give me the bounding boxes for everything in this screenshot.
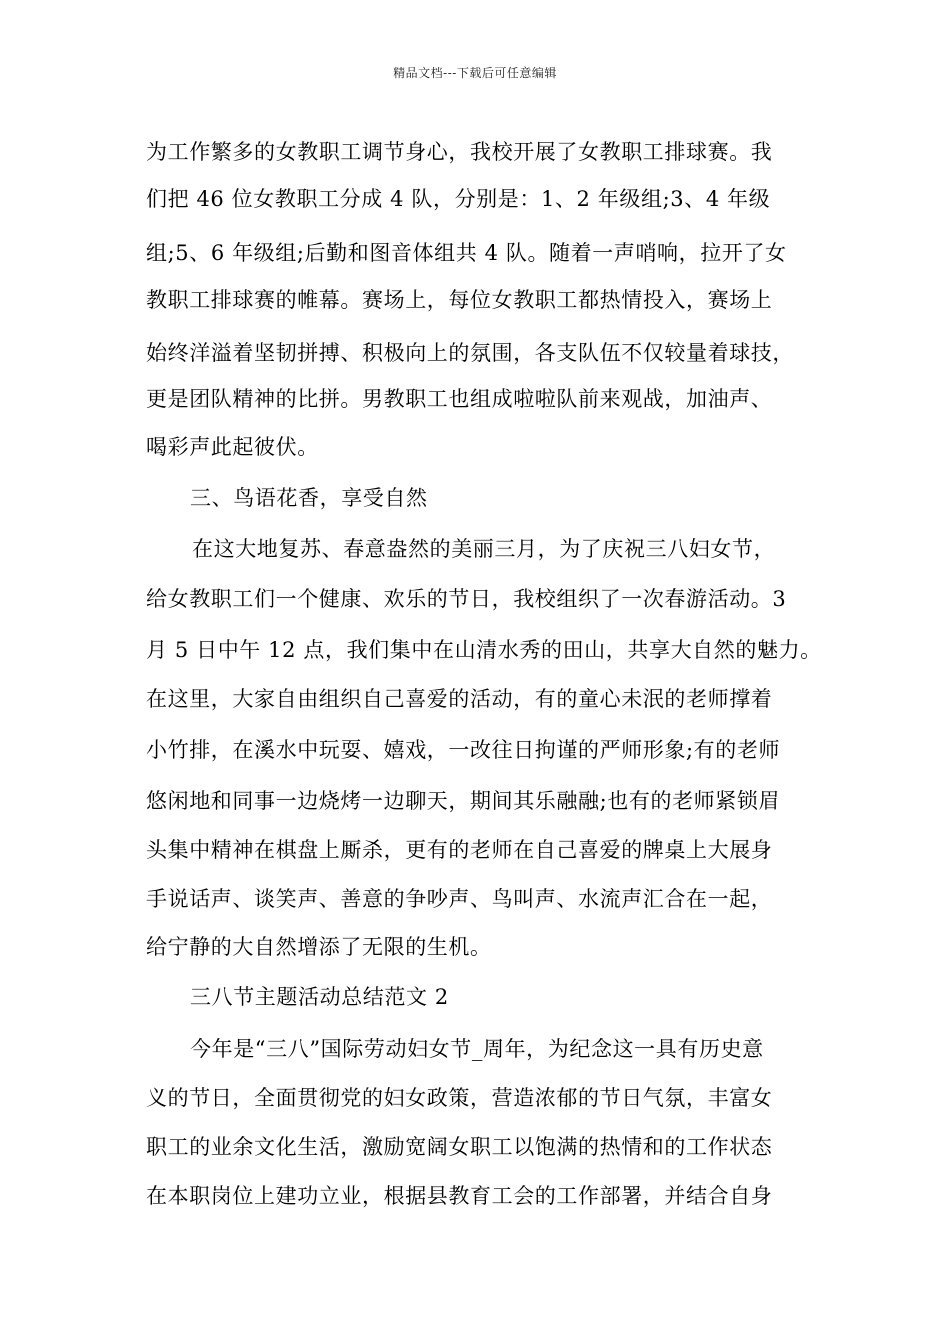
text-line: 教职工排球赛的帷幕。赛场上，每位女教职工都热情投入，赛场上 bbox=[146, 288, 773, 312]
text-line: 给宁静的大自然增添了无限的生机。 bbox=[146, 935, 492, 959]
text-line: 给女教职工们一个健康、欢乐的节日，我校组织了一次春游活动。3 bbox=[146, 587, 787, 611]
text-line: 组;5、6 年级组;后勤和图音体组共 4 队。随着一声哨响，拉开了女 bbox=[146, 241, 787, 265]
page-header: 精品文档---下载后可任意编辑 bbox=[393, 66, 557, 80]
text-line: 悠闲地和同事一边烧烤一边聊天，期间其乐融融;也有的老师紧锁眉 bbox=[146, 789, 781, 813]
text-line: 职工的业余文化生活，激励宽阔女职工以饱满的热情和的工作状态 bbox=[146, 1135, 773, 1159]
text-line: 在本职岗位上建功立业，根据县教育工会的工作部署，并结合自身 bbox=[146, 1184, 773, 1208]
text-line: 头集中精神在棋盘上厮杀，更有的老师在自己喜爱的牌桌上大展身 bbox=[146, 838, 773, 862]
text-line: 手说话声、谈笑声、善意的争吵声、鸟叫声、水流声汇合在一起， bbox=[146, 887, 773, 911]
text-line: 为工作繁多的女教职工调节身心，我校开展了女教职工排球赛。我 bbox=[146, 140, 773, 164]
text-line: 们把 46 位女教职工分成 4 队，分别是：1、2 年级组;3、4 年级 bbox=[146, 187, 771, 211]
text-line: 更是团队精神的比拼。男教职工也组成啦啦队前来观战，加油声、 bbox=[146, 387, 773, 411]
section-heading: 三、鸟语花香，享受自然 bbox=[190, 486, 428, 510]
text-line: 在这大地复苏、春意盎然的美丽三月，为了庆祝三八妇女节， bbox=[192, 537, 776, 561]
text-line: 在这里，大家自由组织自己喜爱的活动，有的童心未泯的老师撑着 bbox=[146, 687, 773, 711]
text-line: 小竹排，在溪水中玩耍、嬉戏，一改往日拘谨的严师形象;有的老师 bbox=[146, 738, 781, 762]
text-line: 义的节日，全面贯彻党的妇女政策，营造浓郁的节日气氛，丰富女 bbox=[146, 1086, 773, 1110]
text-line: 喝彩声此起彼伏。 bbox=[146, 435, 319, 459]
text-line: 始终洋溢着坚韧拼搏、积极向上的氛围，各支队伍不仅较量着球技， bbox=[146, 341, 794, 365]
section-heading: 三八节主题活动总结范文 2 bbox=[190, 985, 449, 1009]
text-line: 今年是“三八”国际劳动妇女节_周年，为纪念这一具有历史意 bbox=[190, 1037, 764, 1061]
text-line: 月 5 日中午 12 点，我们集中在山清水秀的田山，共享大自然的魅力。 bbox=[146, 638, 822, 662]
